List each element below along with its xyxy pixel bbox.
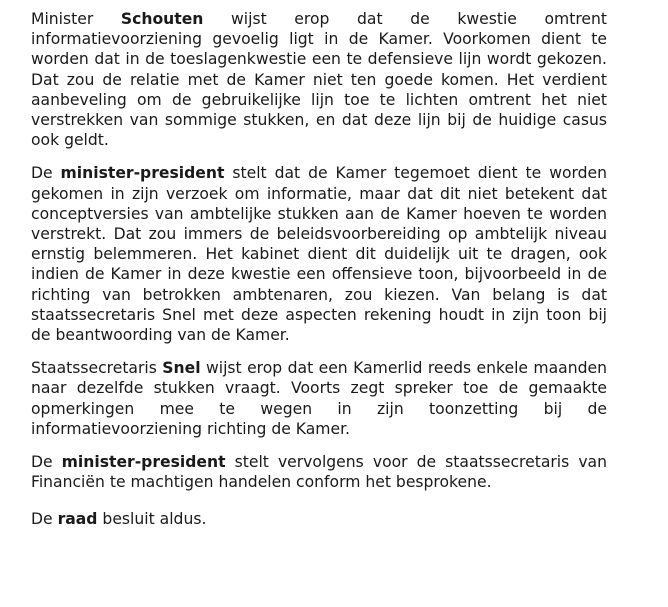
speaker-name: minister-president	[61, 453, 226, 472]
speaker-name: minister-president	[60, 164, 225, 183]
paragraph-raad-decision	[31, 509, 607, 529]
paragraph-prefix: Minister	[31, 10, 121, 28]
paragraph-prefix: De	[31, 164, 61, 183]
speaker-name: raad	[57, 510, 98, 529]
paragraph-prefix: De	[31, 453, 62, 472]
paragraph-text: besluit aldus.	[97, 510, 207, 529]
paragraph-minister-president-proposal	[31, 452, 607, 492]
paragraph-schouten	[31, 9, 607, 150]
paragraph-minister-president	[31, 163, 607, 345]
paragraph-text: wijst erop dat een Kamerlid reeds enkele maanden naar dezelfde stukken vraagt. Voorts zegt spreker toe de gemaakte opmerkingen mee te wegen in zijn toonzetting bij de informatievoorziening richting de Kamer.	[31, 359, 607, 438]
speaker-name: Schouten	[120, 10, 204, 28]
paragraph-text: stelt dat de Kamer tegemoet dient te worden gekomen in zijn verzoek om informatie, maar dat dit niet betekent dat conceptversies van ambtelijke stukken aan de Kamer hoeven te worden verstrekt. Dat zou immers de beleidsvoorbereiding op ambtelijk niveau ernstig belemmeren. Het kabinet dient dit duidelijk uit te dragen, ook indien de Kamer in deze kwestie een offensieve toon, bijvoorbeeld in de richting van betrokken ambtenaren, zou kiezen. Van belang is dat staatssecretaris Snel met deze aspecten rekening houdt in zijn toon bij de beantwoording van de Kamer.	[31, 164, 607, 345]
paragraph-snel	[31, 358, 607, 439]
document-page	[31, 9, 607, 543]
paragraph-text: wijst erop dat de kwestie omtrent informatievoorziening gevoelig ligt in de Kamer. Voorkomen dient te worden dat in de toeslagenkwestie een te defensieve lijn wordt gekozen. Dat zou de relatie met de Kamer niet ten goede komen. Het verdient aanbeveling om de gebruikelijke lijn toe te lichten omtrent het niet verstrekken van sommige stukken, en dat deze lijn bij de huidige casus ook geldt.	[31, 10, 608, 150]
paragraph-prefix: De	[31, 510, 58, 529]
paragraph-prefix: Staatssecretaris	[31, 359, 163, 378]
speaker-name: Snel	[162, 359, 201, 378]
paragraph-text: stelt vervolgens voor de staatssecretaris van Financiën te machtigen handelen conform het besprokene.	[31, 453, 607, 492]
